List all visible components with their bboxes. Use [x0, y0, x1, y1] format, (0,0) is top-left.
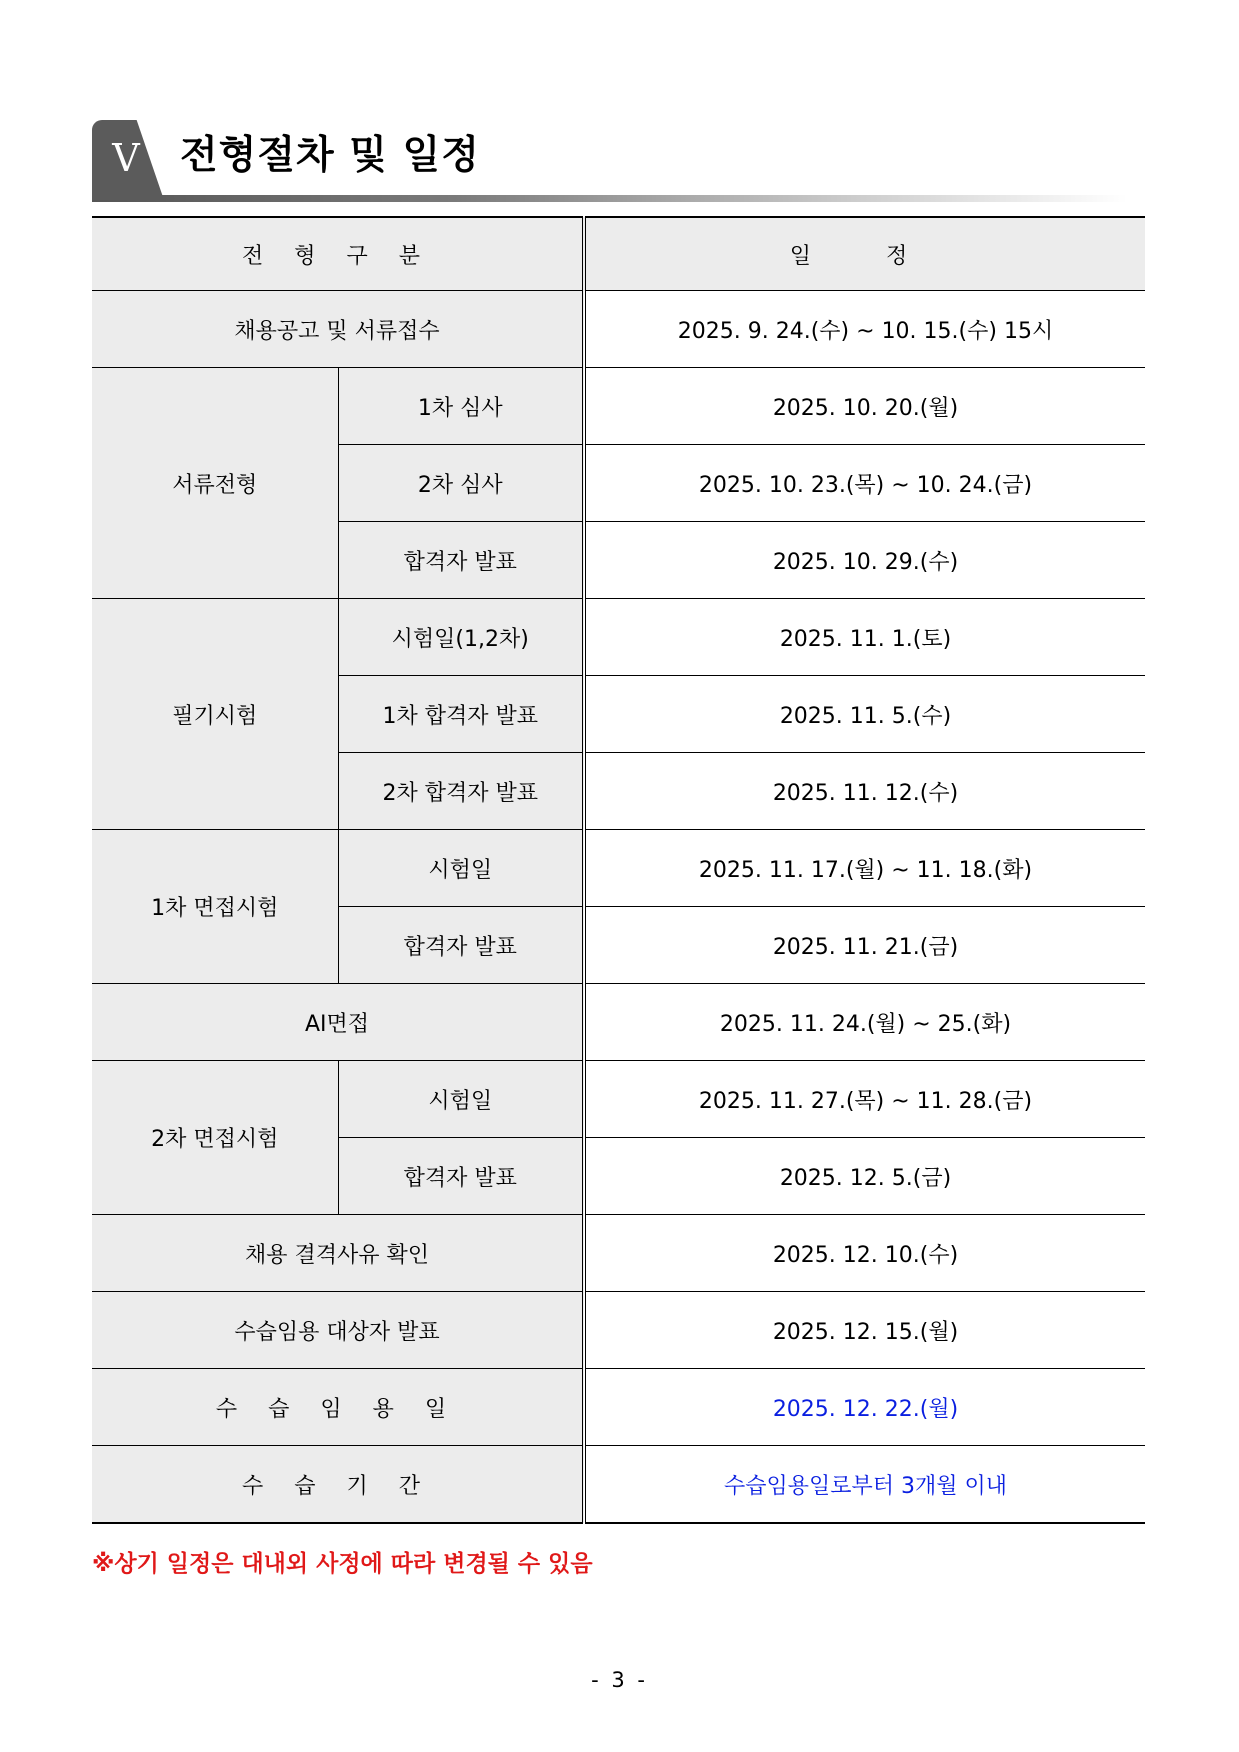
date-cell: 2025. 11. 5.(수)	[584, 676, 1145, 753]
table-row	[92, 1215, 1145, 1292]
stage-cell: 채용 결격사유 확인	[92, 1215, 584, 1292]
substage-cell: 합격자 발표	[338, 522, 584, 599]
date-cell: 2025. 10. 20.(월)	[584, 368, 1145, 445]
substage-cell: 시험일	[338, 830, 584, 907]
date-cell: 2025. 11. 21.(금)	[584, 907, 1145, 984]
schedule-table	[92, 216, 1145, 1524]
substage-cell: 시험일(1,2차)	[338, 599, 584, 676]
group-cell: 필기시험	[92, 599, 338, 830]
date-cell: 2025. 11. 1.(토)	[584, 599, 1145, 676]
date-cell: 2025. 12. 15.(월)	[584, 1292, 1145, 1369]
table-row	[92, 599, 1145, 676]
table-row	[92, 291, 1145, 368]
section-title: 전형절차 및 일정	[180, 133, 480, 178]
group-cell: 1차 면접시험	[92, 830, 338, 984]
header-date: 일 정	[584, 217, 1145, 291]
page-number: - 3 -	[591, 1668, 648, 1692]
date-cell: 2025. 9. 24.(수) ~ 10. 15.(수) 15시	[584, 291, 1145, 368]
substage-cell: 2차 합격자 발표	[338, 753, 584, 830]
date-cell: 2025. 12. 5.(금)	[584, 1138, 1145, 1215]
substage-cell: 합격자 발표	[338, 1138, 584, 1215]
substage-cell: 시험일	[338, 1061, 584, 1138]
substage-cell: 1차 합격자 발표	[338, 676, 584, 753]
date-cell: 2025. 12. 10.(수)	[584, 1215, 1145, 1292]
table-header-row	[92, 217, 1145, 291]
section-header	[92, 118, 1127, 198]
date-cell: 2025. 10. 23.(목) ~ 10. 24.(금)	[584, 445, 1145, 522]
date-cell: 2025. 11. 17.(월) ~ 11. 18.(화)	[584, 830, 1145, 907]
substage-cell: 합격자 발표	[338, 907, 584, 984]
group-cell: 2차 면접시험	[92, 1061, 338, 1215]
table-row	[92, 830, 1145, 907]
stage-cell: 수 습 임 용 일	[92, 1369, 584, 1446]
date-cell: 2025. 10. 29.(수)	[584, 522, 1145, 599]
group-cell: 서류전형	[92, 368, 338, 599]
section-underline	[92, 195, 1127, 202]
date-cell: 2025. 11. 27.(목) ~ 11. 28.(금)	[584, 1061, 1145, 1138]
substage-cell: 1차 심사	[338, 368, 584, 445]
header-stage: 전 형 구 분	[92, 217, 584, 291]
table-row	[92, 1292, 1145, 1369]
table-row	[92, 984, 1145, 1061]
stage-cell: AI면접	[92, 984, 584, 1061]
date-cell: 2025. 11. 24.(월) ~ 25.(화)	[584, 984, 1145, 1061]
date-cell: 수습임용일로부터 3개월 이내	[584, 1446, 1145, 1524]
table-row	[92, 1061, 1145, 1138]
footnote: ※상기 일정은 대내외 사정에 따라 변경될 수 있음	[92, 1551, 593, 1577]
date-cell: 2025. 11. 12.(수)	[584, 753, 1145, 830]
substage-cell: 2차 심사	[338, 445, 584, 522]
stage-cell: 수 습 기 간	[92, 1446, 584, 1524]
stage-cell: 수습임용 대상자 발표	[92, 1292, 584, 1369]
table-row	[92, 1446, 1145, 1524]
stage-cell: 채용공고 및 서류접수	[92, 291, 584, 368]
table-row	[92, 1369, 1145, 1446]
date-cell: 2025. 12. 22.(월)	[584, 1369, 1145, 1446]
section-numeral: V	[112, 136, 140, 180]
table-row	[92, 368, 1145, 445]
